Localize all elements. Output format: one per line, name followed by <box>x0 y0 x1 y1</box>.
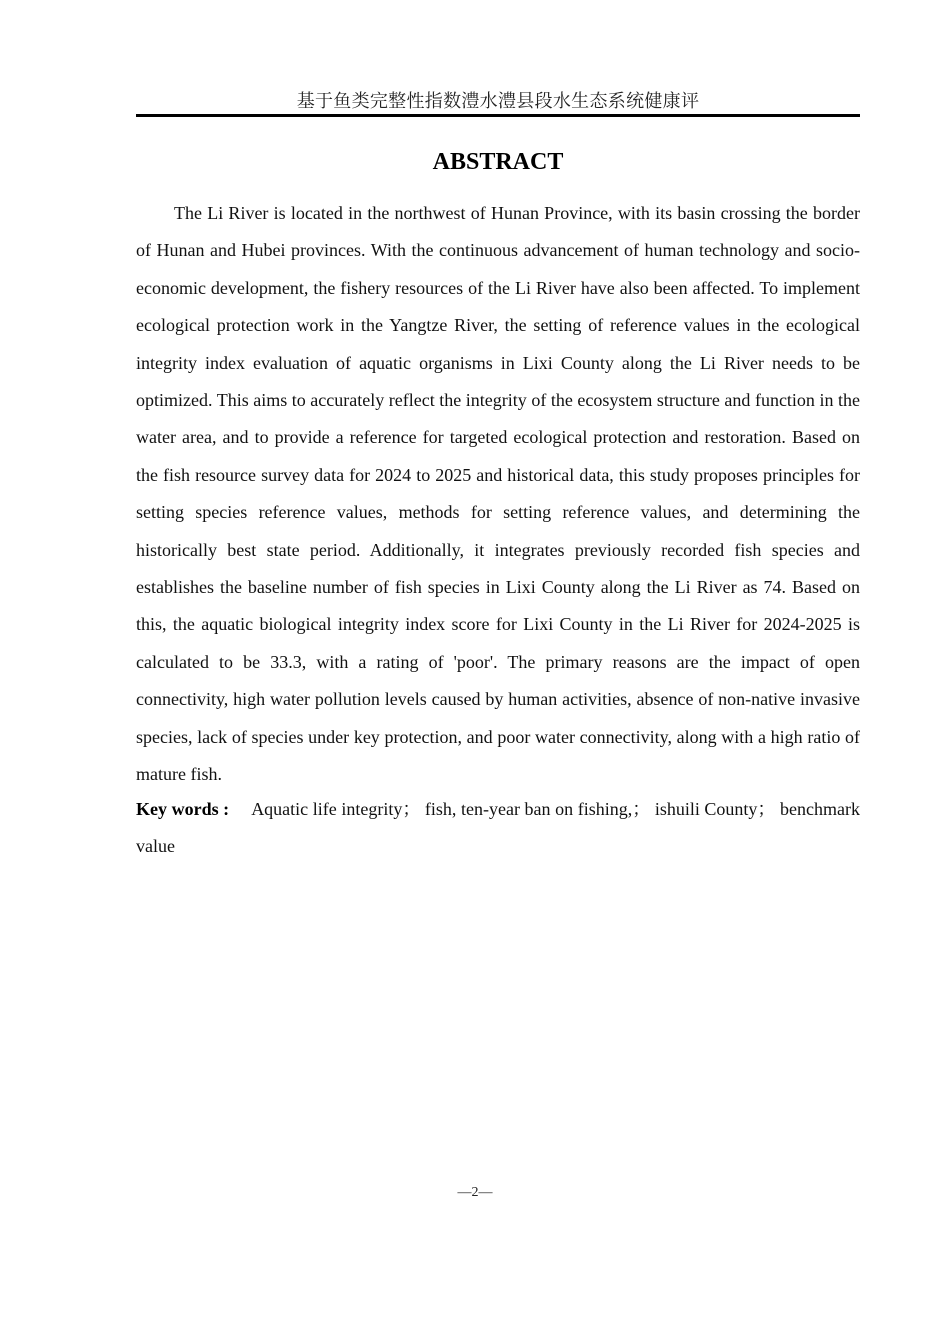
abstract-title: ABSTRACT <box>432 149 564 175</box>
keywords-paragraph <box>136 791 860 866</box>
abstract-body: The Li River is located in the northwest of Hunan Province, with its basin crossing the border of Hunan and Hubei provinces. With the continuous advancement of human technology and socio-economic development, the fishery resources of the Li River have also been affected. To implement ecological protection work in the Yangtze River, the setting of reference values in the ecological integrity index evaluation of aquatic organisms in Lixi County along the Li River needs to be optimized. This aims to accurately reflect the integrity of the ecosystem structure and function in the water area, and to provide a reference for targeted ecological protection and restoration. Based on the fish resource survey data for 2024 to 2025 and historical data, this study proposes principles for setting species reference values, methods for setting reference values, and determining the historically best state period. Additionally, it integrates previously recorded fish species and establishes the baseline number of fish species in Lixi County along the Li River as 74. Based on this, the aquatic biological integrity index score for Lixi County in the Li River for 2024-2025 is calculated to be 33.3, with a rating of 'poor'. The primary reasons are the impact of open connectivity, high water pollution levels caused by human activities, absence of non-native invasive species, lack of species under key protection, and poor water connectivity, along with a high ratio of mature fish. <box>136 203 860 785</box>
page-number: —2— <box>457 1185 493 1200</box>
keywords-text: Aquatic life integrity； fish, ten-year ban on fishing,； ishuili County； benchmark value <box>136 799 860 857</box>
keywords-label: Key words : <box>136 799 230 819</box>
running-header: 基于鱼类完整性指数澧水澧县段水生态系统健康评 <box>296 91 700 112</box>
header-rule <box>136 114 860 117</box>
